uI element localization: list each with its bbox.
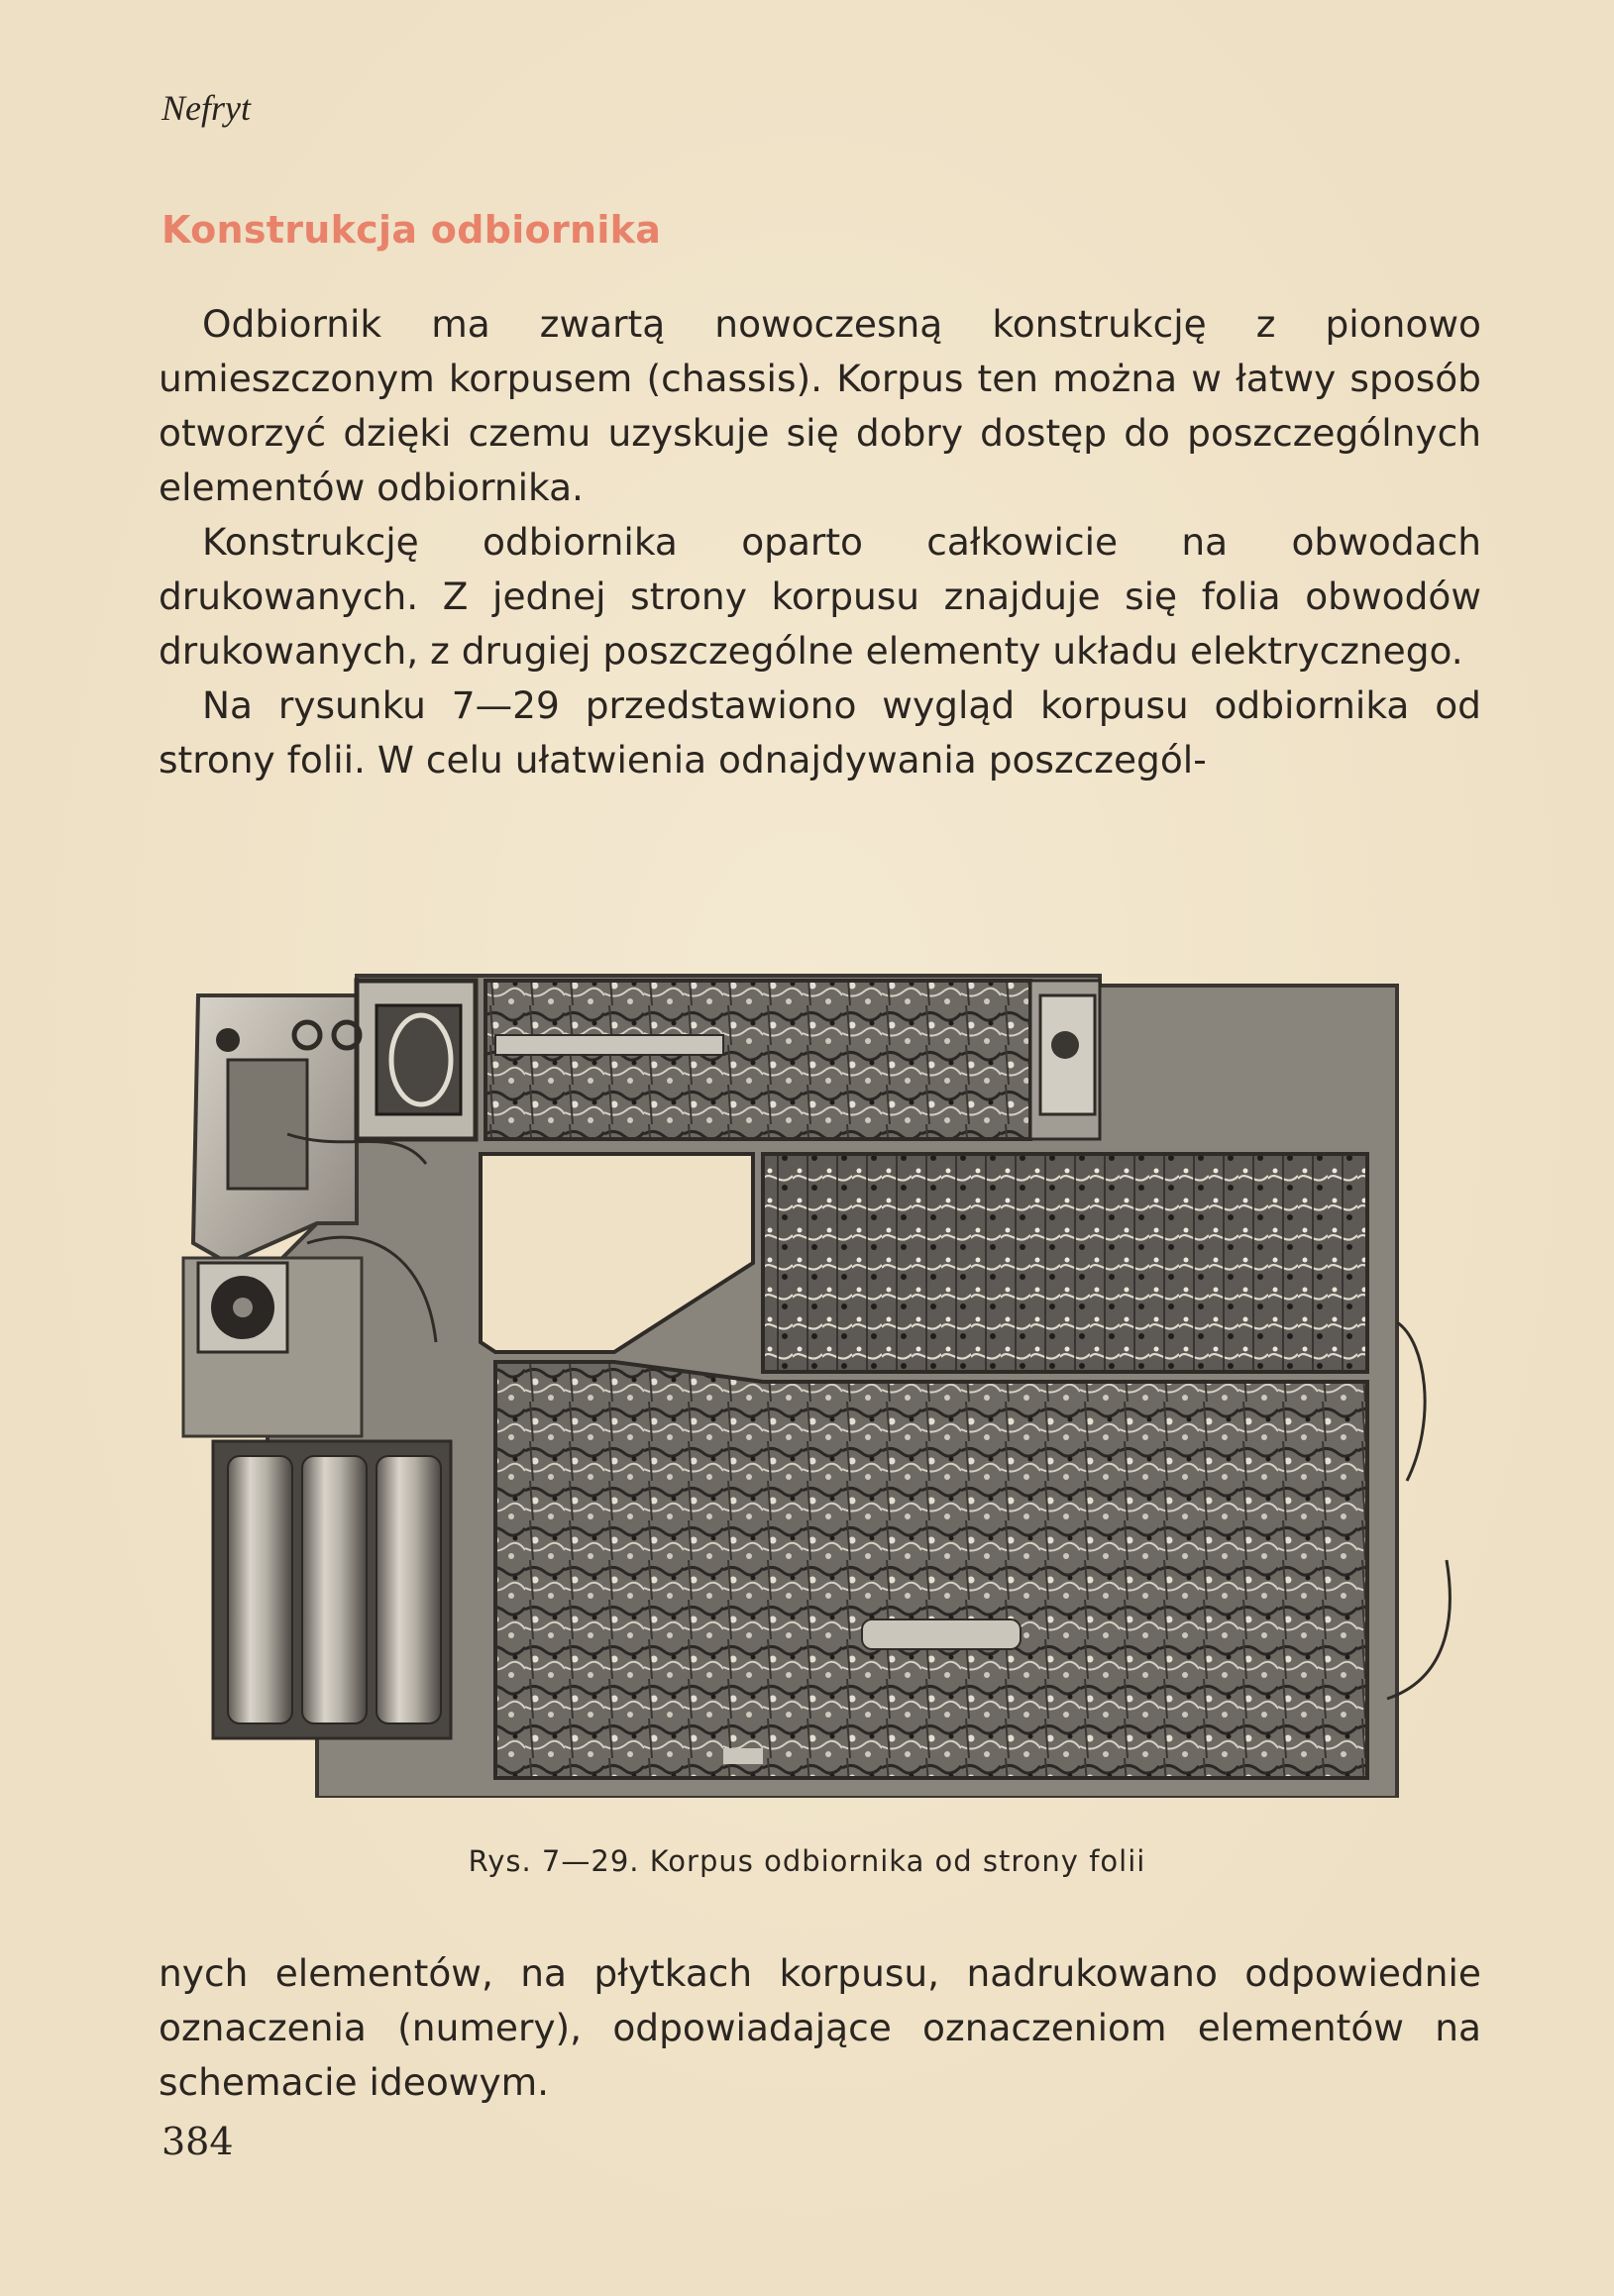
chassis-illustration: [168, 926, 1461, 1798]
transformer-compartment: [357, 981, 476, 1139]
middle-circuit-board: [763, 1154, 1367, 1372]
electrolytic-capacitors: [213, 1441, 451, 1738]
paragraph: nych elementów, na płytkach korpusu, nadrukowano odpowiednie oznaczenia (numery), odpowiadające oznaczeniom elementów na schemacie ideowym.: [159, 1951, 1481, 2104]
paragraph: Na rysunku 7—29 przedstawiono wygląd korpusu odbiornika od strony folii. W celu ułatwienia odnajdywania poszczegól-: [159, 683, 1481, 782]
upper-circuit-board: [485, 981, 1030, 1139]
chassis-photo: [168, 926, 1461, 1798]
figure-caption: Rys. 7—29. Korpus odbiornika od strony folii: [468, 1844, 1146, 1878]
section-title: Konstrukcja odbiornika: [161, 208, 662, 252]
paragraph: Konstrukcję odbiornika oparto całkowicie na obwodach drukowanych. Z jednej strony korpusu znajduje się folia obwodów drukowanych, z drugiej poszczególne elementy układu elektrycznego.: [159, 520, 1481, 673]
paragraph: Odbiornik ma zwartą nowoczesną konstrukcję z pionowo umieszczonym korpusem (chassis). Korpus ten można w łatwy sposób otworzyć dzięki czemu uzyskuje się dobry dostęp do poszczególnych elementów odbiornika.: [159, 302, 1481, 509]
right-transformer: [1030, 981, 1100, 1139]
body-text-top: [159, 297, 1481, 787]
body-text-bottom: [159, 1946, 1481, 2110]
round-component: [198, 1263, 287, 1352]
lower-circuit-board: [495, 1362, 1367, 1778]
running-head: Nefryt: [161, 88, 251, 128]
page-number: 384: [161, 2120, 234, 2163]
